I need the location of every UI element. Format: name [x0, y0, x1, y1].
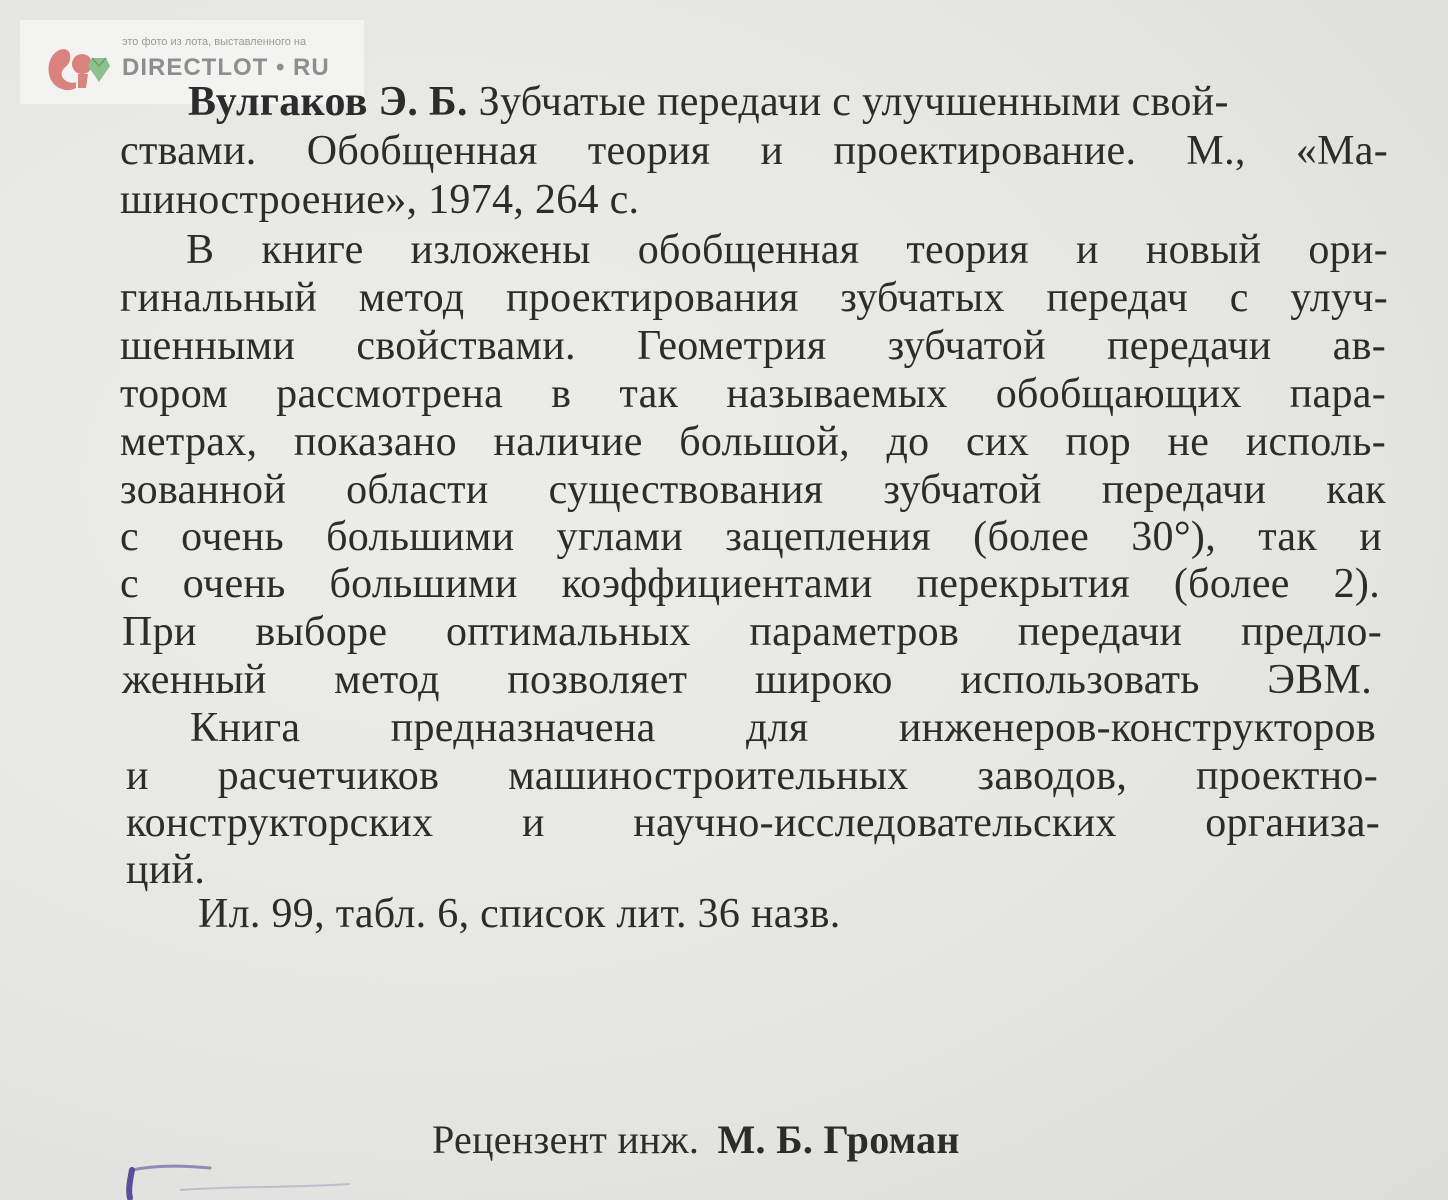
citation-line-2: ствами. Обобщенная теория и проектирование. М., «Ма- [120, 128, 1388, 174]
reviewer-name: М. Б. Громан [717, 1117, 960, 1162]
body-line-10: женный метод позволяет широко использовать ЭВМ. [122, 657, 1372, 703]
body-line-12: и расчетчиков машиностроительных заводов, проектно- [126, 753, 1378, 799]
body-line-5: метрах, показано наличие большой, до сих пор не исполь- [120, 419, 1386, 465]
squirrel-logo-icon [42, 38, 112, 94]
citation-line-3: шиностроение», 1974, 264 с. [120, 177, 640, 223]
reviewer-line [432, 1116, 960, 1164]
illustrations-line: Ил. 99, табл. 6, список лит. 36 назв. [198, 891, 841, 937]
body-line-8: с очень большими коэффициентами перекрытия (более 2). [120, 561, 1380, 607]
citation-title-start: Зубчатые передачи с улучшенными свой- [478, 79, 1229, 125]
citation-line-1 [188, 78, 1388, 126]
body-line-9: При выборе оптимальных параметров передачи предло- [122, 609, 1382, 655]
body-line-6: зованной области существования зубчатой передачи как [120, 467, 1386, 513]
body-line-13: конструкторских и научно-исследовательских организа- [126, 800, 1380, 846]
watermark-caption: это фото из лота, выставленного на [122, 36, 307, 48]
body-line-11: Книга предназначена для инженеров-конструкторов [190, 705, 1376, 751]
ink-stamp-icon [120, 1150, 420, 1200]
body-line-2: гинальный метод проектирования зубчатых передач с улуч- [120, 275, 1388, 321]
author-name: Вулгаков Э. Б. [188, 79, 468, 125]
body-line-14: ций. [126, 847, 206, 893]
body-line-1: В книге изложены обобщенная теория и новый ори- [186, 227, 1388, 273]
body-line-3: шенными свойствами. Геометрия зубчатой передачи ав- [120, 323, 1386, 369]
body-line-4: тором рассмотрена в так называемых обобщающих пара- [120, 371, 1386, 417]
watermark-brand: DIRECTLOT • RU [122, 54, 330, 81]
body-line-7: с очень большими углами зацепления (более 30°), так и [120, 514, 1382, 560]
reviewer-prefix: Рецензент инж. [432, 1117, 700, 1162]
